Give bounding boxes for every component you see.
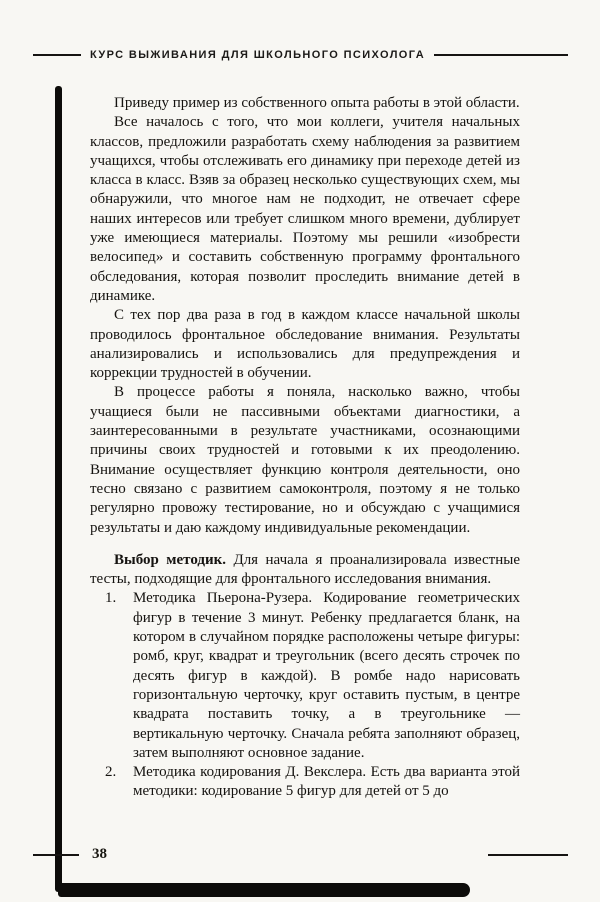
list-item-text: Методика кодирования Д. Векслера. Есть два варианта этой методики: кодирование 5 фигур для детей от 5 до bbox=[133, 764, 520, 800]
paragraph-methods-choice bbox=[90, 551, 520, 590]
page-footer bbox=[33, 846, 568, 863]
list-item-number: 1. bbox=[105, 590, 117, 607]
scan-artifact-bottom-edge bbox=[58, 883, 470, 897]
list-item-pieron-ruzer bbox=[90, 589, 520, 763]
header-rule-left bbox=[33, 54, 81, 56]
methods-list bbox=[90, 589, 520, 801]
list-item-number: 2. bbox=[105, 764, 117, 781]
methods-heading: Выбор методик. bbox=[114, 551, 227, 568]
paragraph-example-intro: Приведу пример из собственного опыта работы в этой области. bbox=[114, 95, 520, 111]
list-item-wechsler-coding bbox=[90, 763, 520, 802]
footer-rule-right bbox=[488, 854, 568, 856]
list-item-text: Методика Пьерона-Рузера. Кодирование геометрических фигур в течение 3 минут. Ребенку предлагается бланк, на котором в случайном порядке расположены четыре фигуры: ромб, круг, квадрат и треугольник (всего десять строчек по десять фигур в каждой). В ромбе надо нарисовать горизонтальную черточку, круг оставить пустым, в центре квадрата поставить точку, а в треугольнике — вертикальную черточку. Сначала ребята заполняют образец, затем выполняют основное задание. bbox=[133, 590, 520, 761]
paragraph-process: В процессе работы я поняла, насколько важно, чтобы учащиеся были не пассивными объектами диагностики, а заинтересованными в результате участниками, осознающими причины своих трудностей и готовыми к их преодолению. Внимание осуществляет функцию контроля деятельности, оно тесно связано с развитием самоконтроля, поэтому я не только регулярно провожу тестирование, но и обсуждаю с учащимися результаты и даю каждому индивидуальные рекомендации. bbox=[90, 384, 520, 536]
scan-artifact-left-edge bbox=[55, 86, 62, 892]
header-rule-right bbox=[434, 54, 568, 56]
paragraph-twice-a-year: С тех пор два раза в год в каждом классе начальной школы проводилось фронтальное обследование внимания. Результаты анализировались и использовались для предупреждения и коррекции трудностей в обучении. bbox=[90, 307, 520, 382]
running-header bbox=[33, 49, 568, 61]
methods-intro-text: Для начала я проанализировала известные тесты, подходящие для фронтального исследования внимания. bbox=[90, 551, 520, 588]
page-number: 38 bbox=[92, 846, 107, 862]
running-header-title: КУРС ВЫЖИВАНИЯ ДЛЯ ШКОЛЬНОГО ПСИХОЛОГА bbox=[90, 49, 426, 61]
footer-rule-left bbox=[33, 854, 79, 856]
paragraph-history: Все началось с того, что мои коллеги, учителя начальных классов, предложили разработать схему наблюдения за развитием учащихся, чтобы отслеживать его динамику при переходе детей из класса в класс. Взяв за образец несколько существующих схем, мы обнаружили, что многое нам не подходит, не отвечает сфере наших интересов или требует слишком много времени, дублирует уже имеющиеся материалы. Поэтому мы решили «изобрести велосипед» и составить собственную программу фронтального обследования, которая позволит проследить внимание детей в динамике. bbox=[90, 114, 520, 304]
page-content bbox=[90, 94, 520, 802]
